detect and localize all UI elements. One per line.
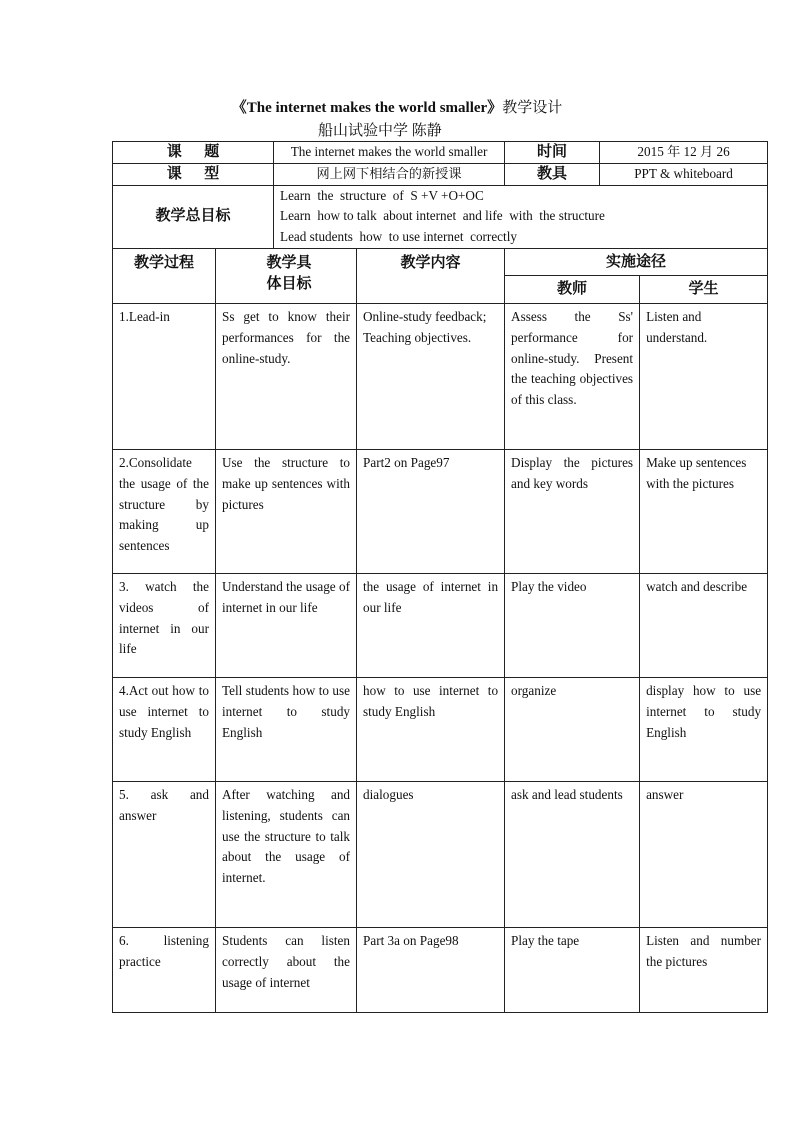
student-cell: Listen and understand. <box>640 303 768 449</box>
header-teacher: 教师 <box>505 275 640 303</box>
header-student: 学生 <box>640 275 768 303</box>
specific-cell: Understand the usage of internet in our life <box>216 573 357 677</box>
specific-cell: Ss get to know their performances for the online-study. <box>216 303 357 449</box>
header-process: 教学过程 <box>113 248 216 303</box>
header-row-1 <box>113 248 768 275</box>
teacher-cell: Play the video <box>505 573 640 677</box>
process-cell: 3. watch the videos of internet in our life <box>113 573 216 677</box>
student-cell: watch and describe <box>640 573 768 677</box>
aids-label: 教具 <box>505 163 600 185</box>
header-content: 教学内容 <box>357 248 505 303</box>
goal-label: 教学总目标 <box>113 185 274 248</box>
content-cell: Part 3a on Page98 <box>357 927 505 1012</box>
time-label: 时间 <box>505 142 600 164</box>
process-cell: 6. listening practice <box>113 927 216 1012</box>
content-cell: how to use internet to study English <box>357 677 505 781</box>
topic-value: The internet makes the world smaller <box>274 142 505 164</box>
table-row <box>113 573 768 677</box>
process-cell: 4.Act out how to use internet to study English <box>113 677 216 781</box>
header-specific: 教学具体目标 <box>216 248 357 303</box>
goal-line: Lead students how to use internet correctly <box>280 229 517 245</box>
goal-line: Learn how to talk about internet and life with the structure <box>280 208 605 224</box>
student-cell: Make up sentences with the pictures <box>640 449 768 573</box>
table-row <box>113 677 768 781</box>
type-label: 课 型 <box>113 163 274 185</box>
goal-line: Learn the structure of S +V +O+OC <box>280 187 484 203</box>
teacher-cell: Display the pictures and key words <box>505 449 640 573</box>
document-title <box>0 98 794 118</box>
process-cell: 2.Consolidate the usage of the structure by making up sentences <box>113 449 216 573</box>
lesson-plan-table <box>112 141 768 1013</box>
content-cell: the usage of internet in our life <box>357 573 505 677</box>
student-cell: display how to use internet to study English <box>640 677 768 781</box>
content-cell: Part2 on Page97 <box>357 449 505 573</box>
content-cell: dialogues <box>357 781 505 927</box>
document-title-cn: 教学设计 <box>502 100 563 116</box>
type-value: 网上网下相结合的新授课 <box>274 163 505 185</box>
time-value: 2015 年 12 月 26 <box>600 142 768 164</box>
specific-cell: Students can listen correctly about the usage of internet <box>216 927 357 1012</box>
table-row <box>113 781 768 927</box>
document-title-en: 《The internet makes the world smaller》 <box>231 100 503 116</box>
student-cell: answer <box>640 781 768 927</box>
teacher-cell: organize <box>505 677 640 781</box>
table-row <box>113 927 768 1012</box>
specific-cell: Use the structure to make up sentences with pictures <box>216 449 357 573</box>
type-row <box>113 163 768 185</box>
content-cell: Online-study feedback; Teaching objectives. <box>357 303 505 449</box>
table-row <box>113 303 768 449</box>
goal-lines <box>274 185 768 248</box>
topic-row <box>113 142 768 164</box>
specific-cell: Tell students how to use internet to study English <box>216 677 357 781</box>
teacher-cell: ask and lead students <box>505 781 640 927</box>
process-cell: 1.Lead-in <box>113 303 216 449</box>
student-cell: Listen and number the pictures <box>640 927 768 1012</box>
document-subtitle: 船山试验中学 陈静 <box>318 123 442 139</box>
specific-cell: After watching and listening, students can use the structure to talk about the usage of internet. <box>216 781 357 927</box>
topic-label: 课 题 <box>113 142 274 164</box>
goal-row <box>113 185 768 248</box>
teacher-cell: Play the tape <box>505 927 640 1012</box>
header-approach: 实施途径 <box>505 248 768 275</box>
table-row <box>113 449 768 573</box>
teacher-cell: Assess the Ss' performance for online-study. Present the teaching objectives of this class. <box>505 303 640 449</box>
process-cell: 5. ask and answer <box>113 781 216 927</box>
aids-value: PPT & whiteboard <box>600 163 768 185</box>
